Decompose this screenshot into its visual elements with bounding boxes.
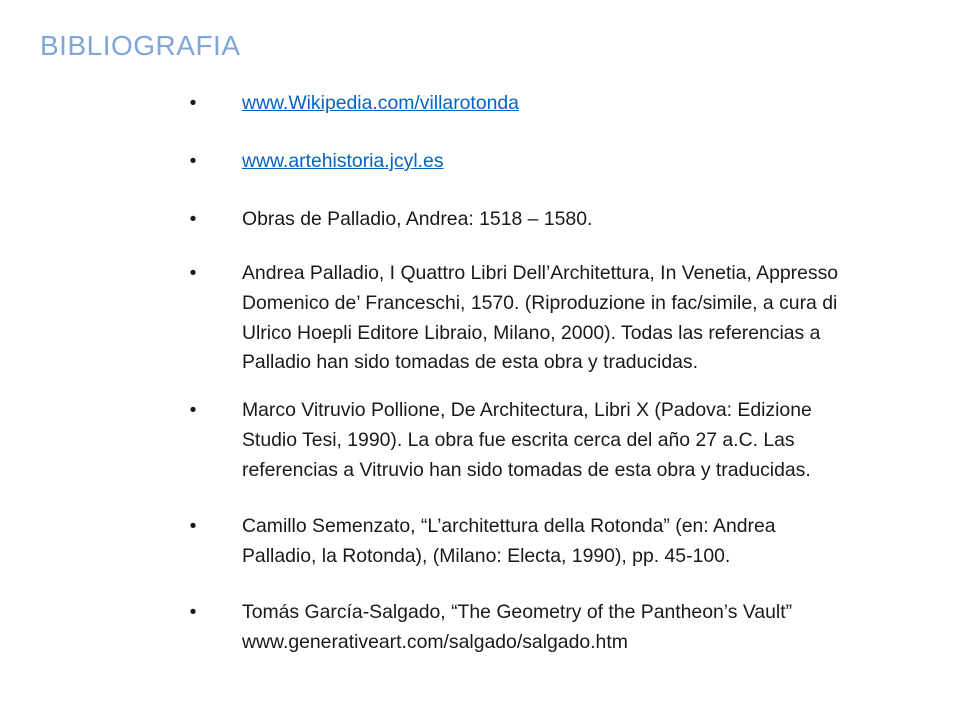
bullet-icon: • [189,262,197,284]
bullet-icon: • [189,399,197,421]
reference-text: Andrea Palladio, I Quattro Libri Dell’Architettura, In Venetia, Appresso Domenico de’ Franceschi, 1570. (Riproduzione in fac/simile, a cura di Ulrico Hoepli Editore Libraio, Milano, 2000). Todas las referencias a Palladio han sido tomadas de esta obra y traducidas. [242,262,839,374]
page-title: BIBLIOGRAFIA [40,30,241,61]
bullet-icon: • [189,601,197,623]
artehistoria-link[interactable]: www.artehistoria.jcyl.es [242,150,444,172]
reference-text: Obras de Palladio, Andrea: 1518 – 1580. [242,208,593,230]
reference-text: Camillo Semenzato, “L’architettura della Rotonda” (en: Andrea Palladio, la Rotonda), (Milano: Electa, 1990), pp. 45-100. [242,515,776,567]
reference-text: Tomás García-Salgado, “The Geometry of the Pantheon’s Vault” www.generativeart.com/salgado/salgado.htm [242,601,793,653]
reference-text: Marco Vitruvio Pollione, De Architectura, Libri X (Padova: Edizione Studio Tesi, 1990). La obra fue escrita cerca del año 27 a.C. Las referencias a Vitruvio han sido tomadas de esta obra y traducidas. [242,399,812,481]
bullet-icon: • [189,92,197,114]
bullet-icon: • [189,515,197,537]
wikipedia-link[interactable]: www.Wikipedia.com/villarotonda [242,92,519,114]
bullet-icon: • [189,150,197,172]
bullet-icon: • [189,208,197,230]
